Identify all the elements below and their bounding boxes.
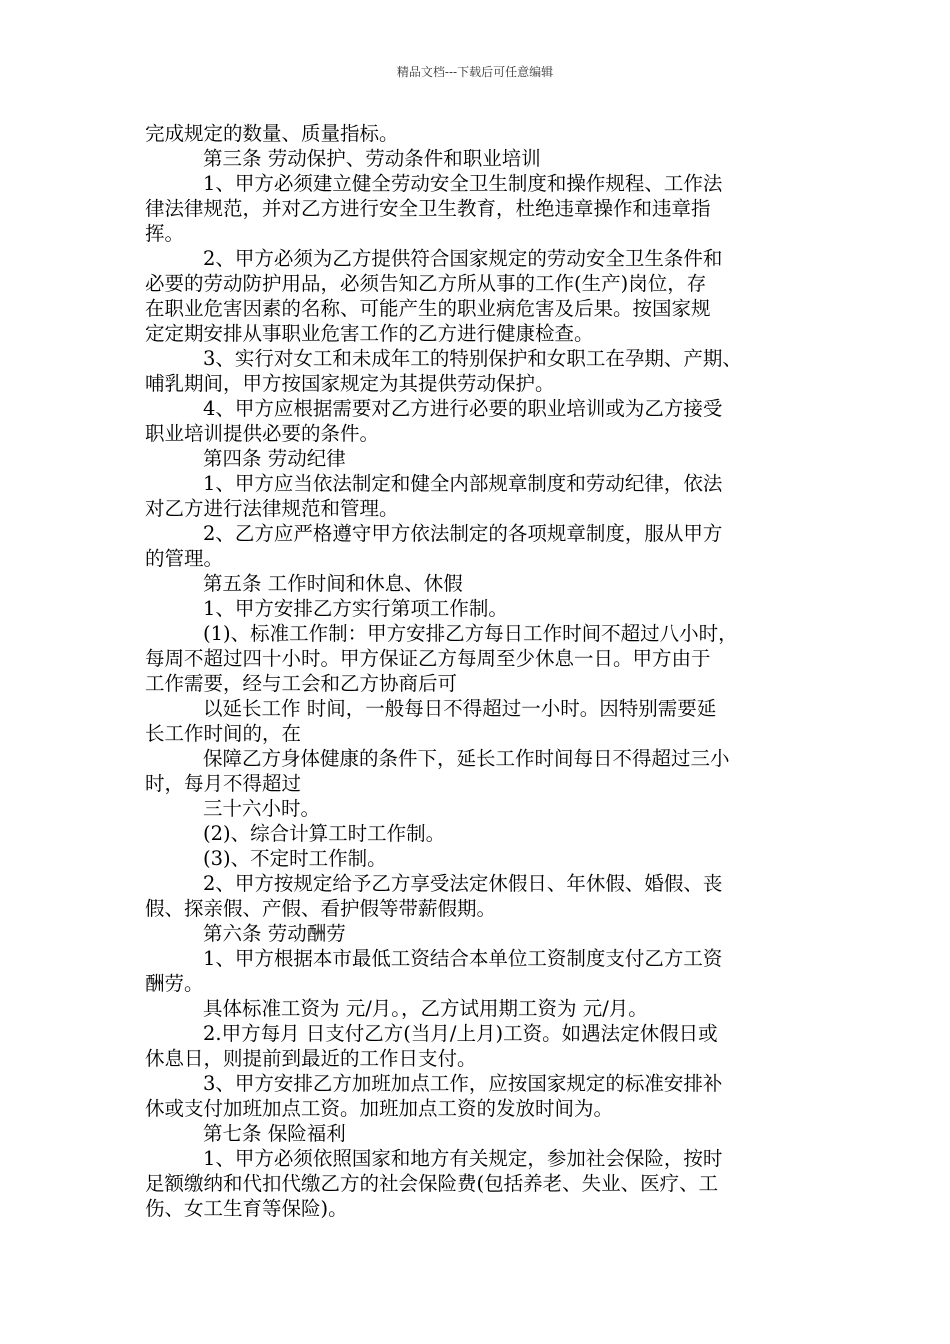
- text-line: 2、乙方应严格遵守甲方依法制定的各项规章制度，服从甲方: [203, 522, 723, 545]
- text-line: 1、甲方应当依法制定和健全内部规章制度和劳动纪律，依法: [203, 472, 723, 495]
- text-line: 定定期安排从事职业危害工作的乙方进行健康检查。: [145, 322, 594, 345]
- article-heading: 第五条 工作时间和休息、休假: [203, 572, 463, 595]
- text-line: 哺乳期间，甲方按国家规定为其提供劳动保护。: [145, 372, 555, 395]
- text-line: 2、甲方按规定给予乙方享受法定休假日、年休假、婚假、丧: [203, 872, 723, 895]
- text-line: 4、甲方应根据需要对乙方进行必要的职业培训或为乙方接受: [203, 397, 723, 420]
- text-line: 伤、女工生育等保险)。: [145, 1197, 348, 1220]
- text-line: 长工作时间的，在: [145, 722, 302, 745]
- text-line: (2)、综合计算工时工作制。: [203, 822, 446, 845]
- text-line: 具体标准工资为 元/月。，乙方试用期工资为 元/月。: [203, 997, 648, 1020]
- text-line: 1、甲方必须依照国家和地方有关规定，参加社会保险，按时: [203, 1147, 723, 1170]
- text-line: 1、甲方根据本市最低工资结合本单位工资制度支付乙方工资: [203, 947, 723, 970]
- text-line: (1)、标准工作制：甲方安排乙方每日工作时间不超过八小时，: [203, 622, 738, 645]
- text-line: 1、甲方安排乙方实行第项工作制。: [203, 597, 508, 620]
- text-line: 足额缴纳和代扣代缴乙方的社会保险费(包括养老、失业、医疗、工: [145, 1172, 719, 1195]
- text-line: 保障乙方身体健康的条件下，延长工作时间每日不得超过三小: [203, 747, 730, 770]
- text-line: 律法律规范，并对乙方进行安全卫生教育，杜绝违章操作和违章指: [145, 197, 711, 220]
- text-line: 2.甲方每月 日支付乙方(当月/上月)工资。如遇法定休假日或: [203, 1022, 718, 1045]
- text-line: 2、甲方必须为乙方提供符合国家规定的劳动安全卫生条件和: [203, 247, 723, 270]
- text-line: 完成规定的数量、质量指标。: [145, 122, 399, 145]
- document-body: [145, 121, 810, 1221]
- text-line: 3、实行对女工和未成年工的特别保护和女职工在孕期、产期、: [203, 347, 742, 370]
- text-line: 对乙方进行法律规范和管理。: [145, 497, 399, 520]
- text-line: 的管理。: [145, 547, 224, 570]
- text-line: 3、甲方安排乙方加班加点工作，应按国家规定的标准安排补: [203, 1072, 723, 1095]
- text-line: 假、探亲假、产假、看护假等带薪假期。: [145, 897, 497, 920]
- text-line: 1、甲方必须建立健全劳动安全卫生制度和操作规程、工作法: [203, 172, 723, 195]
- article-heading: 第三条 劳动保护、劳动条件和职业培训: [203, 147, 541, 170]
- article-heading: 第六条 劳动酬劳: [203, 922, 346, 945]
- article-heading: 第七条 保险福利: [203, 1122, 346, 1145]
- text-line: 必要的劳动防护用品，必须告知乙方所从事的工作(生产)岗位，存: [145, 272, 707, 295]
- text-line: 每周不超过四十小时。甲方保证乙方每周至少休息一日。甲方由于: [145, 647, 711, 670]
- text-line: 职业培训提供必要的条件。: [145, 422, 380, 445]
- text-line: 工作需要，经与工会和乙方协商后可: [145, 672, 458, 695]
- text-line: 休或支付加班加点工资。加班加点工资的发放时间为。: [145, 1097, 614, 1120]
- text-line: 休息日，则提前到最近的工作日支付。: [145, 1047, 477, 1070]
- text-line: 挥。: [145, 222, 185, 245]
- text-line: 酬劳。: [145, 972, 204, 995]
- text-line: 在职业危害因素的名称、可能产生的职业病危害及后果。按国家规: [145, 297, 711, 320]
- page-header: 精品文档---下载后可任意编辑: [396, 65, 554, 79]
- text-line: (3)、不定时工作制。: [203, 847, 387, 870]
- text-line: 以延长工作 时间，一般每日不得超过一小时。因特别需要延: [203, 697, 717, 720]
- article-heading: 第四条 劳动纪律: [203, 447, 346, 470]
- text-line: 时，每月不得超过: [145, 772, 302, 795]
- text-line: 三十六小时。: [203, 797, 321, 820]
